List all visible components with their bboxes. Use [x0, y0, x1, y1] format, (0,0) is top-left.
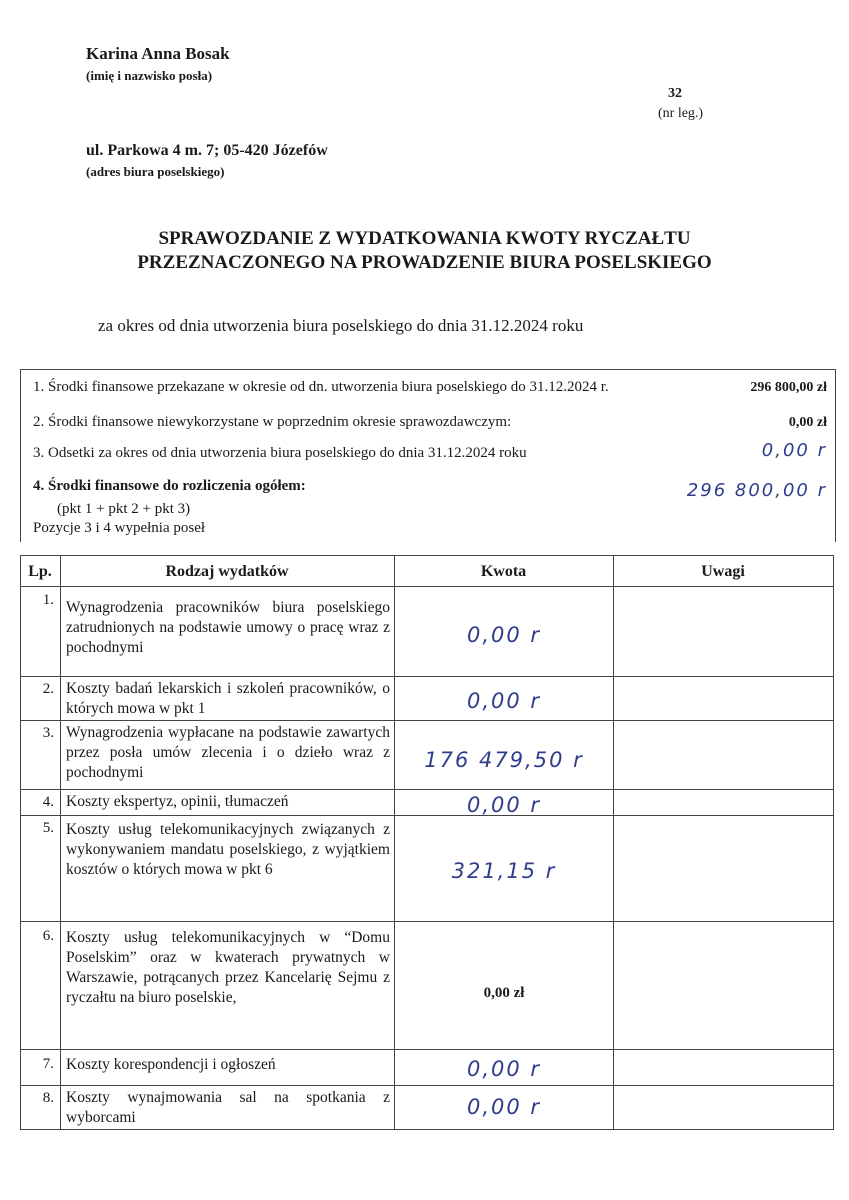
summary-row-2-value: 0,00 zł — [788, 415, 827, 430]
legislature-number: 32 — [668, 86, 682, 101]
summary-note: Pozycje 3 i 4 wypełnia poseł — [33, 520, 206, 536]
row-8-amount: 0,00 r — [466, 1095, 542, 1119]
report-title-line-1: SPRAWOZDANIE Z WYDATKOWANIA KWOTY RYCZAŁTU — [158, 228, 691, 249]
row-2-description: Koszty badań lekarskich i szkoleń pracowników, o których mowa w pkt 1 — [66, 680, 390, 717]
row-2-lp: 2. — [42, 681, 54, 697]
row-5-lp: 5. — [42, 820, 54, 836]
row-7-amount: 0,00 r — [466, 1057, 542, 1081]
row-8-lp: 8. — [42, 1090, 54, 1106]
row-3-lp: 3. — [42, 725, 54, 741]
mp-name: Karina Anna Bosak — [86, 44, 230, 63]
summary-row-3-value: 0,00 r — [761, 440, 827, 461]
legislature-caption: (nr leg.) — [658, 106, 704, 121]
row-3-amount: 176 479,50 r — [424, 748, 584, 772]
row-4-amount: 0,00 r — [466, 793, 542, 817]
summary-row-4-formula: (pkt 1 + pkt 2 + pkt 3) — [57, 501, 191, 517]
summary-row-4-label: 4. Środki finansowe do rozliczenia ogółem: — [33, 478, 306, 494]
row-1-description: Wynagrodzenia pracowników biura poselskiego zatrudnionych na podstawie umowy o pracę wraz z pochodnymi — [66, 599, 390, 656]
row-1-lp: 1. — [42, 592, 54, 608]
summary-row-1-label: 1. Środki finansowe przekazane w okresie od dn. utworzenia biura poselskiego do 31.12.2024 r. — [33, 379, 609, 395]
row-6-amount: 0,00 zł — [483, 985, 525, 1001]
row-8-description: Koszty wynajmowania sal na spotkania z wyborcami — [66, 1089, 390, 1126]
summary-row-4-value: 296 800,00 r — [686, 480, 827, 501]
row-5-amount: 321,15 r — [451, 859, 557, 883]
report-period: za okres od dnia utworzenia biura poselskiego do dnia 31.12.2024 roku — [98, 316, 584, 335]
summary-row-2-label: 2. Środki finansowe niewykorzystane w poprzednim okresie sprawozdawczym: — [33, 414, 512, 430]
mp-name-caption: (imię i nazwisko posła) — [86, 68, 213, 83]
row-3-description: Wynagrodzenia wypłacane na podstawie zawartych przez posła umów zlecenia i o dzieło wraz z pochodnymi — [66, 724, 390, 781]
office-address: ul. Parkowa 4 m. 7; 05-420 Józefów — [86, 142, 328, 159]
row-1-amount: 0,00 r — [466, 623, 542, 647]
header-lp: Lp. — [28, 563, 52, 580]
row-2-amount: 0,00 r — [466, 689, 542, 713]
row-4-lp: 4. — [42, 794, 54, 810]
report-title-line-2: PRZEZNACZONEGO NA PROWADZENIE BIURA POSELSKIEGO — [137, 252, 712, 273]
expenses-table — [20, 555, 834, 1130]
summary-box — [20, 369, 836, 542]
row-5-description: Koszty usług telekomunikacyjnych związanych z wykonywaniem mandatu poselskiego, z wyjątkiem kosztów o których mowa w pkt 6 — [66, 821, 390, 878]
header-amount: Kwota — [480, 563, 527, 580]
summary-row-1-value: 296 800,00 zł — [750, 380, 827, 395]
header-notes: Uwagi — [701, 563, 745, 580]
row-4-description: Koszty ekspertyz, opinii, tłumaczeń — [66, 793, 289, 810]
row-7-description: Koszty korespondencji i ogłoszeń — [66, 1056, 276, 1073]
header-expense-type: Rodzaj wydatków — [165, 563, 289, 580]
office-address-caption: (adres biura poselskiego) — [86, 164, 225, 179]
row-6-lp: 6. — [42, 928, 54, 944]
summary-row-3-label: 3. Odsetki za okres od dnia utworzenia biura poselskiego do dnia 31.12.2024 roku — [33, 445, 527, 461]
row-7-lp: 7. — [42, 1056, 54, 1072]
row-6-description: Koszty usług telekomunikacyjnych w “Domu Poselskim” oraz w kwaterach prywatnych w Warszawie, potrącanych przez Kancelarię Sejmu z ryczałtu na biuro poselskie, — [66, 929, 390, 1006]
